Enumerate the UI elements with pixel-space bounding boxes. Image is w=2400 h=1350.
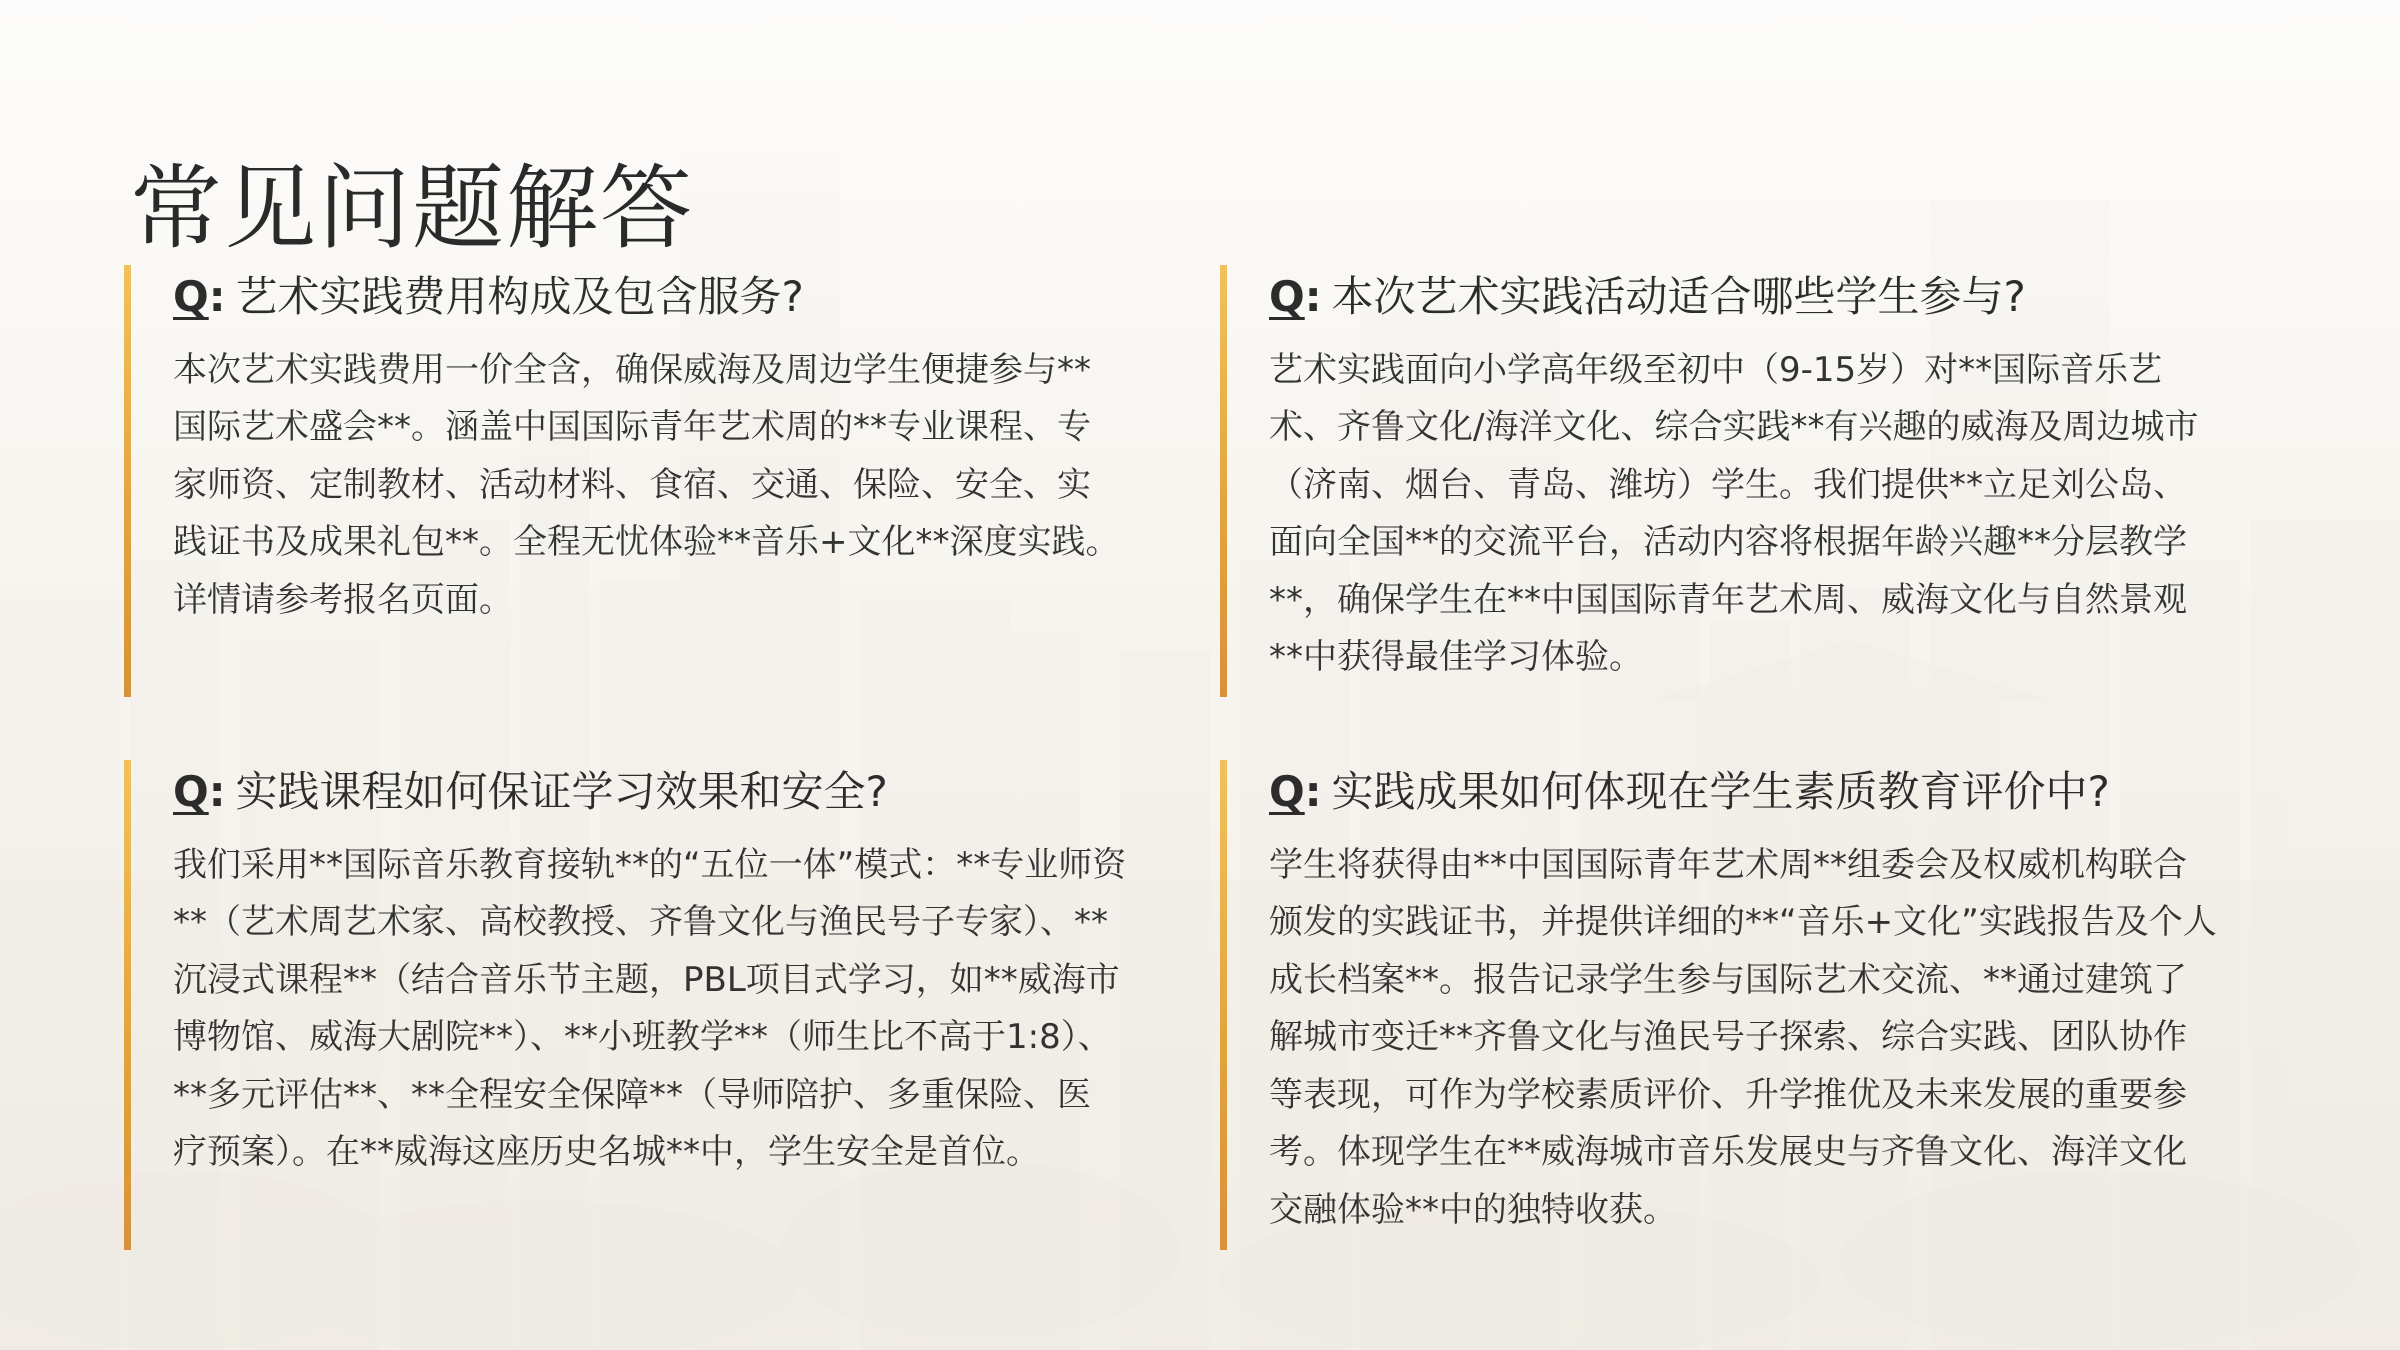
answer-line: **，确保学生在**中国国际青年艺术周、威海文化与自然景观: [1269, 579, 2187, 620]
question-prefix: Q: [1269, 767, 1305, 816]
answer-line: 成长档案**。报告记录学生参与国际艺术交流、**通过建筑了: [1269, 959, 2187, 1000]
faq-question: [173, 269, 1204, 326]
answer-line: 本次艺术实践费用一价全含，确保威海及周边学生便捷参与**: [173, 349, 1091, 390]
question-text: 艺术实践费用构成及包含服务?: [235, 272, 804, 321]
answer-line: 艺术实践面向小学高年级至初中（9-15岁）对**国际音乐艺: [1269, 349, 2163, 390]
answer-line: 博物馆、威海大剧院**）、**小班教学**（师生比不高于1:8）、: [173, 1017, 1112, 1058]
question-prefix: Q: [1269, 272, 1305, 321]
faq-card-evaluation: [1220, 760, 2300, 1250]
question-colon: :: [208, 272, 226, 321]
question-text: 实践成果如何体现在学生素质教育评价中?: [1331, 767, 2110, 816]
question-text: 本次艺术实践活动适合哪些学生参与?: [1331, 272, 2026, 321]
faq-card-eligibility: [1220, 265, 2300, 697]
faq-card-safety: [124, 760, 1204, 1250]
answer-line: （济南、烟台、青岛、潍坊）学生。我们提供**立足刘公岛、: [1269, 464, 2187, 505]
accent-bar: [1220, 265, 1227, 697]
answer-line: 学生将获得由**中国国际青年艺术周**组委会及权威机构联合: [1269, 844, 2187, 885]
answer-line: 践证书及成果礼包**。全程无忧体验**音乐+文化**深度实践。: [173, 522, 1120, 563]
faq-question: [173, 764, 1204, 821]
answer-line: **中获得最佳学习体验。: [1269, 637, 1643, 678]
page-title: 常见问题解答: [130, 154, 695, 262]
answer-line: 术、齐鲁文化/海洋文化、综合实践**有兴趣的威海及周边城市: [1269, 407, 2199, 448]
answer-line: 我们采用**国际音乐教育接轨**的“五位一体”模式：**专业师资: [173, 844, 1127, 885]
faq-answer: [1269, 342, 2300, 687]
answer-line: 家师资、定制教材、活动材料、食宿、交通、保险、安全、实: [173, 464, 1091, 505]
answer-line: 等表现，可作为学校素质评价、升学推优及未来发展的重要参: [1269, 1074, 2187, 1115]
answer-line: **多元评估**、**全程安全保障**（导师陪护、多重保险、医: [173, 1074, 1091, 1115]
answer-line: 交融体验**中的独特收获。: [1269, 1189, 1677, 1230]
question-prefix: Q: [173, 767, 209, 816]
answer-line: 考。体现学生在**威海城市音乐发展史与齐鲁文化、海洋文化: [1269, 1132, 2187, 1173]
answer-line: 疗预案）。在**威海这座历史名城**中，学生安全是首位。: [173, 1132, 1040, 1173]
question-text: 实践课程如何保证学习效果和安全?: [235, 767, 888, 816]
accent-bar: [124, 265, 131, 697]
accent-bar: [124, 760, 131, 1250]
faq-answer: [173, 837, 1204, 1182]
question-colon: :: [1304, 272, 1322, 321]
faq-answer: [173, 342, 1204, 630]
faq-card-cost: [124, 265, 1204, 697]
answer-line: 详情请参考报名页面。: [173, 579, 513, 620]
faq-answer: [1269, 837, 2300, 1240]
answer-line: 解城市变迁**齐鲁文化与渔民号子探索、综合实践、团队协作: [1269, 1017, 2187, 1058]
answer-line: 颁发的实践证书，并提供详细的**“音乐+文化”实践报告及个人: [1269, 902, 2217, 943]
question-colon: :: [1304, 767, 1322, 816]
question-prefix: Q: [173, 272, 209, 321]
answer-line: 面向全国**的交流平台，活动内容将根据年龄兴趣**分层教学: [1269, 522, 2187, 563]
accent-bar: [1220, 760, 1227, 1250]
faq-question: [1269, 764, 2300, 821]
answer-line: 国际艺术盛会**。涵盖中国国际青年艺术周的**专业课程、专: [173, 407, 1091, 448]
answer-line: **（艺术周艺术家、高校教授、齐鲁文化与渔民号子专家）、**: [173, 902, 1108, 943]
faq-question: [1269, 269, 2300, 326]
answer-line: 沉浸式课程**（结合音乐节主题，PBL项目式学习，如**威海市: [173, 959, 1120, 1000]
question-colon: :: [208, 767, 226, 816]
